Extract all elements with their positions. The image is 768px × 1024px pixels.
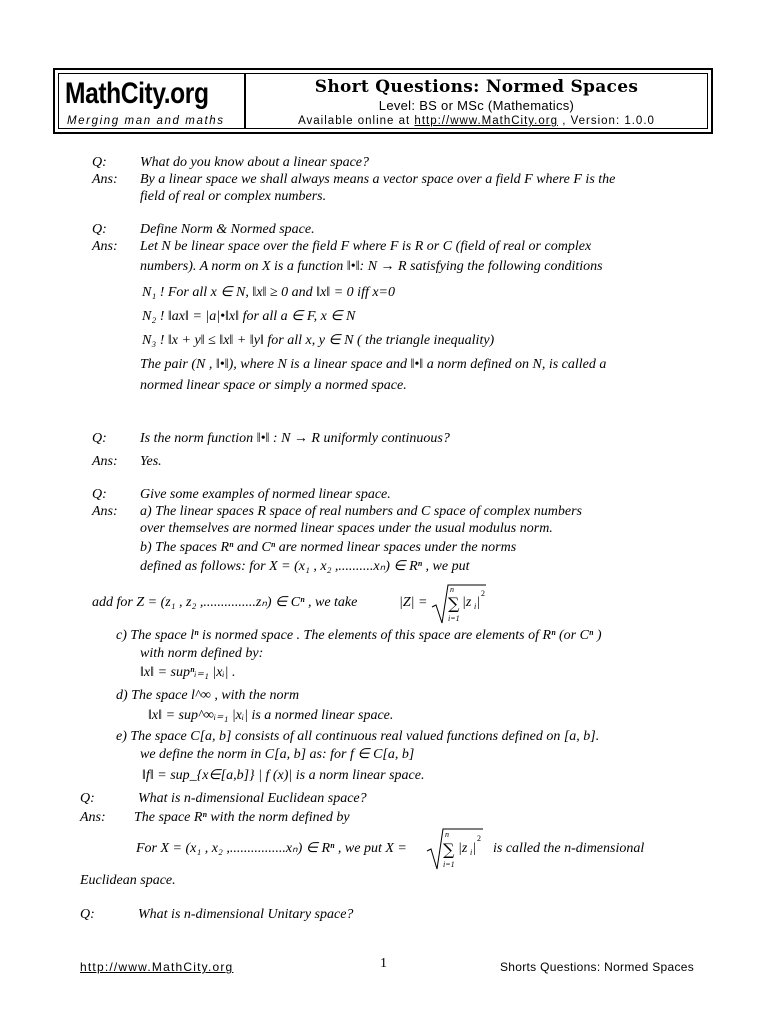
- svg-text:i: i: [474, 602, 477, 611]
- a4-c-line1: c) The space lⁿ is normed space . The elements of this space are elements of Rⁿ (or Cⁿ ): [116, 628, 602, 643]
- q6-label: Q:: [80, 907, 95, 922]
- svg-text:∑: ∑: [448, 594, 460, 613]
- svg-text:|: |: [473, 841, 476, 856]
- a5-line2-start: For X = (x₁ , x₂ ,................xₙ) ∈ Rⁿ , we put X =: [136, 841, 407, 856]
- z-modulus-label: |Z| =: [399, 595, 428, 610]
- a2-line2-end: : N → R satisfying the following conditions: [359, 259, 603, 274]
- svg-text:2: 2: [481, 589, 485, 598]
- q1-label: Q:: [92, 155, 107, 170]
- norm-symbol: ‖•‖: [346, 259, 360, 274]
- svg-text:i: i: [470, 848, 473, 857]
- svg-text:i=1: i=1: [443, 860, 455, 869]
- svg-text:|z: |z: [458, 841, 468, 856]
- a4-a-line1: a) The linear spaces R space of real numbers and C space of complex numbers: [140, 504, 582, 519]
- svg-text:n: n: [445, 830, 449, 839]
- q4-label: Q:: [92, 487, 107, 502]
- a2-label: Ans:: [92, 239, 118, 254]
- a4-d-line2: ‖x‖ = sup^∞ᵢ₌₁ |xᵢ| is a normed linear space.: [148, 708, 394, 723]
- online-info: [246, 115, 707, 127]
- online-url-link[interactable]: http://www.MathCity.org: [414, 115, 558, 127]
- footer-title: Shorts Questions: Normed Spaces: [500, 960, 695, 974]
- a5-line1: The space Rⁿ with the norm defined by: [134, 810, 350, 825]
- a1-line2: field of real or complex numbers.: [140, 189, 327, 204]
- title-cell: [246, 74, 707, 128]
- svg-text:|: |: [477, 595, 480, 610]
- a4-d-line1: d) The space l^∞ , with the norm: [116, 688, 300, 703]
- page-number: 1: [380, 956, 387, 971]
- a4-b-line2: defined as follows: for X = (x₁ , x₂ ,..........xₙ) ∈ Rⁿ , we put: [140, 559, 470, 574]
- svg-text:2: 2: [477, 834, 481, 843]
- header-inner-border: [58, 73, 708, 129]
- a3-text: Yes.: [140, 454, 162, 469]
- document-level: Level: BS or MSc (Mathematics): [378, 98, 575, 113]
- q3-label: Q:: [92, 431, 107, 446]
- a4-label: Ans:: [92, 504, 118, 519]
- q3-text: Is the norm function ‖•‖ : N → R uniformly continuous?: [140, 431, 450, 446]
- a4-c-formula: ‖x‖ = supⁿᵢ₌₁ |xᵢ| .: [140, 665, 236, 680]
- logo-cell: [59, 74, 246, 128]
- document-title: Short Questions: Normed Spaces: [314, 77, 639, 97]
- sqrt-sum-formula-1: [430, 583, 490, 627]
- a2-pair-line1: The pair (N , ‖•‖), where N is a linear space and ‖•‖ a norm defined on N, is called a: [140, 357, 607, 372]
- a4-add-formula: [399, 594, 427, 612]
- svg-text:n: n: [450, 585, 454, 594]
- q5-text: What is n-dimensional Euclidean space?: [138, 791, 367, 806]
- a5-line2-end: is called the n-dimensional: [493, 841, 645, 856]
- a5-label: Ans:: [80, 810, 106, 825]
- a2-pair-line2: normed linear space or simply a normed space.: [140, 378, 407, 393]
- site-logo: MathCity.org: [65, 77, 209, 110]
- a3-label: Ans:: [92, 454, 118, 469]
- condition-n2: N₂ ! ‖ax‖ = |a|•‖x‖ for all a ∈ F, x ∈ N: [142, 309, 356, 324]
- a1-label: Ans:: [92, 172, 118, 187]
- a4-add-line: add for Z = (z₁ , z₂ ,...............zₙ) ∈ Cⁿ , we take: [92, 595, 358, 610]
- a4-e-line1: e) The space C[a, b] consists of all continuous real valued functions defined on [a, b].: [116, 729, 600, 744]
- sqrt-sum-formula-2: [425, 827, 487, 873]
- q1-text: What do you know about a linear space?: [140, 155, 370, 170]
- condition-n3: N₃ ! ‖x + y‖ ≤ ‖x‖ + ‖y‖ for all x, y ∈ N ( the triangle inequality): [142, 333, 495, 348]
- version-text: , Version: 1.0.0: [558, 115, 655, 127]
- site-tagline: Merging man and maths: [67, 115, 225, 127]
- svg-text:|z: |z: [462, 595, 472, 610]
- a2-line2-start: numbers). A norm on X is a function: [140, 259, 344, 274]
- q4-text: Give some examples of normed linear space.: [140, 487, 391, 502]
- header-box: [53, 68, 713, 134]
- a4-a-line2: over themselves are normed linear spaces under the usual modulus norm.: [140, 521, 553, 536]
- q2-label: Q:: [92, 222, 107, 237]
- condition-n1: N₁ ! For all x ∈ N, ‖x‖ ≥ 0 and ‖x‖ = 0 iff x=0: [142, 285, 396, 300]
- a2-line1: Let N be linear space over the field F where F is R or C (field of real or complex: [140, 239, 592, 254]
- q6-text: What is n-dimensional Unitary space?: [138, 907, 354, 922]
- a2-line2: [140, 258, 603, 276]
- a4-e-formula: ‖f‖ = sup_{x∈[a,b]} | f (x)| is a norm linear space.: [142, 768, 425, 783]
- a1-line1: By a linear space we shall always means a vector space over a field F where F is the: [140, 172, 616, 187]
- svg-text:i=1: i=1: [448, 614, 460, 623]
- a5-line3: Euclidean space.: [80, 873, 176, 888]
- a4-e-line2: we define the norm in C[a, b] as: for f ∈ C[a, b]: [140, 747, 415, 762]
- q5-label: Q:: [80, 791, 95, 806]
- footer-url-link[interactable]: http://www.MathCity.org: [80, 960, 234, 974]
- svg-text:∑: ∑: [443, 840, 455, 859]
- a4-c-line2: with norm defined by:: [140, 646, 264, 661]
- q2-text: Define Norm & Normed space.: [140, 222, 315, 237]
- a4-b-line1: b) The spaces Rⁿ and Cⁿ are normed linear spaces under the norms: [140, 540, 517, 555]
- online-prefix: Available online at: [298, 115, 415, 127]
